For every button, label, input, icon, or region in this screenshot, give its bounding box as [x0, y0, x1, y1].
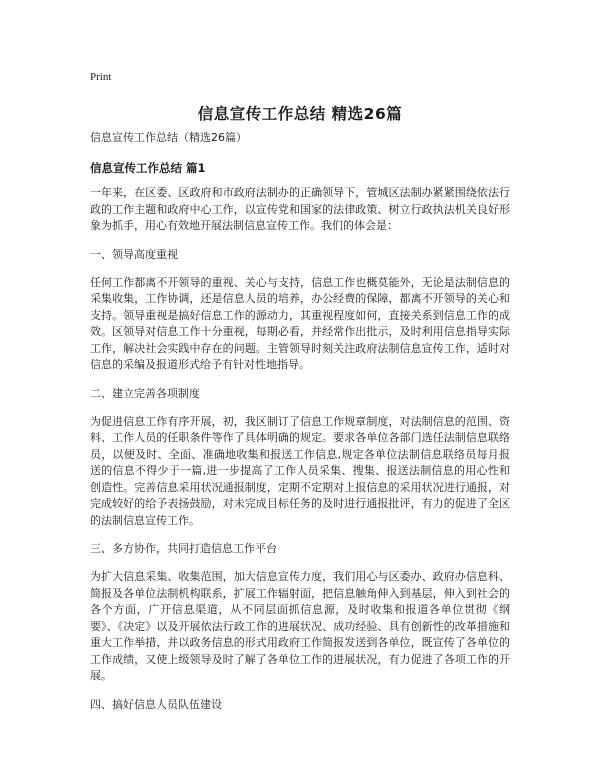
- heading-team-building: 四、搞好信息人员队伍建设: [90, 697, 222, 711]
- document-content: [90, 130, 510, 725]
- document-subtitle: 信息宣传工作总结（精选26篇）: [90, 131, 247, 144]
- paragraph-leadership: 任何工作都离不开领导的重视、关心与支持，信息工作也概莫能外，无论是法制信息的采集收集，工作协调，还是信息人员的培养，办公经费的保障，都离不开领导的关心和支持。领导重视是搞好信息工作的源动力，其重视程度如何，直接关系到信息工作的成效。区领导对信息工作十分重视，每期必看，并经常作出批示，及时利用信息指导实际工作，解决社会实践中存在的问题。主管领导时刻关注政府法制信息宣传工作，适时对信息的采编及报道形式给予有针对性地指导。: [90, 275, 510, 371]
- document-title: 信息宣传工作总结 精选26篇: [197, 105, 403, 123]
- heading-leadership: 一、领导高度重视: [90, 247, 178, 261]
- heading-systems: 二、建立完善各项制度: [90, 386, 200, 400]
- intro-paragraph: 一年来，在区委、区政府和市政府法制办的正确领导下，管城区法制办紧紧围绕依法行政的工作主题和政府中心工作，以宣传党和国家的法律政策、树立行政执法机关良好形象为抓手，用心有效地开展法制信息宣传工作。我们的体会是：: [90, 186, 510, 232]
- heading-collaboration: 三、多方协作，共同打造信息工作平台: [90, 542, 277, 555]
- section-title: 信息宣传工作总结 篇1: [90, 161, 206, 175]
- print-label[interactable]: Print: [90, 71, 112, 83]
- paragraph-collaboration: 为扩大信息采集、收集范围，加大信息宣传力度，我们用心与区委办、政府办信息科、简报及各单位法制机构联系，扩展工作辐射面，把信息触角伸入到基层，伸入到社会的各个方面，广开信息渠道，从不同层面抓信息源，及时收集和报道各单位贯彻《纲要》、《决定》以及开展依法行政工作的进展状况、成功经验、具有创新性的改革措施和重大工作举措，并以政务信息的形式用政府工作简报发送到各单位，既宣传了各单位的工作成绩，又使上级领导及时了解了各单位工作的进展状况，有力促进了各项工作的开展。: [90, 570, 510, 682]
- paragraph-systems: 为促进信息工作有序开展，初，我区制订了信息工作规章制度，对法制信息的范围、资料、工作人员的任职条件等作了具体明确的规定。要求各单位各部门选任法制信息联络员，以便及时、全面、准确地收集和报送工作信息,规定各单位法制信息联络员每月报送的信息不得少于一篇,进一步提高了工作人员采集、搜集、报送法制信息的用心性和创造性。完善信息采用状况通报制度，定期不定期对上报信息的采用状况进行通报，对完成较好的给予表扬鼓励，对未完成目标任务的及时进行通报批评，有力的促进了全区的法制信息宣传工作。: [90, 414, 510, 527]
